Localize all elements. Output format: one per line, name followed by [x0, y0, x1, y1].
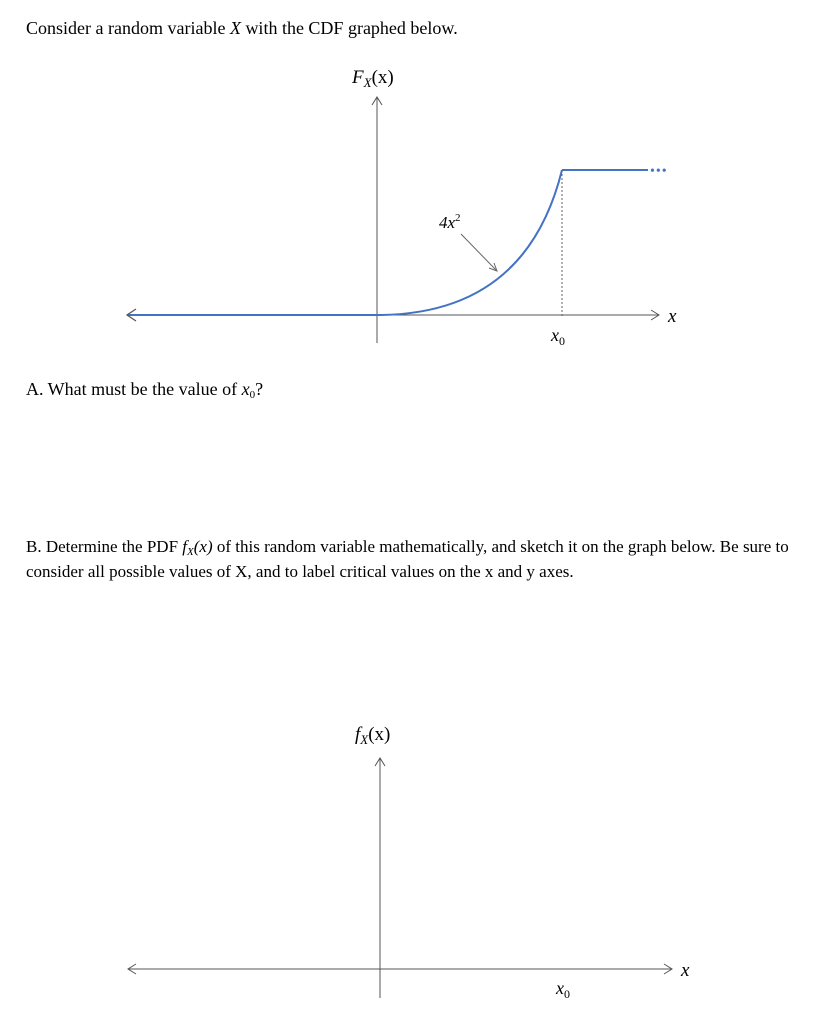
question-b-suffix: of this random variable mathematically, and sketch it on the graph below. Be sure to consider all possible values of X, and to label critical values on the x and y axes.	[26, 537, 789, 581]
pdf-y-axis-label: $f_X(x)$	[355, 724, 391, 747]
question-a-prefix: A. What must be the value of	[26, 379, 242, 399]
cdf-curve-label-arrow	[461, 234, 496, 270]
cdf-x0-label: $x_0$	[551, 325, 565, 348]
intro-before: Consider a random variable	[26, 18, 230, 38]
intro-variable: X	[229, 18, 241, 38]
question-b-function: f	[182, 537, 188, 556]
cdf-continuation-dots: •••	[650, 164, 668, 179]
question-a-suffix: ?	[255, 379, 264, 399]
cdf-x-axis-label: x	[668, 306, 677, 327]
question-b-function-argument: (x)	[193, 537, 213, 556]
pdf-x-axis-label: x	[681, 960, 690, 981]
question-b-prefix: B. Determine the PDF	[26, 537, 183, 556]
question-a-subscript: 0	[249, 389, 256, 401]
question-b-function-subscript: X	[187, 546, 194, 558]
intro-after: with the CDF graphed below.	[240, 18, 458, 38]
question-b	[26, 537, 801, 582]
pdf-x0-label: $x_0$	[556, 978, 570, 1001]
cdf-y-axis-label: $F_X(x)$	[352, 67, 394, 90]
cdf-curve-label: $4x^2$	[439, 212, 461, 232]
question-a-variable: x	[241, 379, 250, 399]
cdf-graph	[0, 60, 822, 360]
question-a	[26, 378, 263, 406]
intro-text	[26, 17, 458, 39]
pdf-graph	[0, 710, 822, 1010]
